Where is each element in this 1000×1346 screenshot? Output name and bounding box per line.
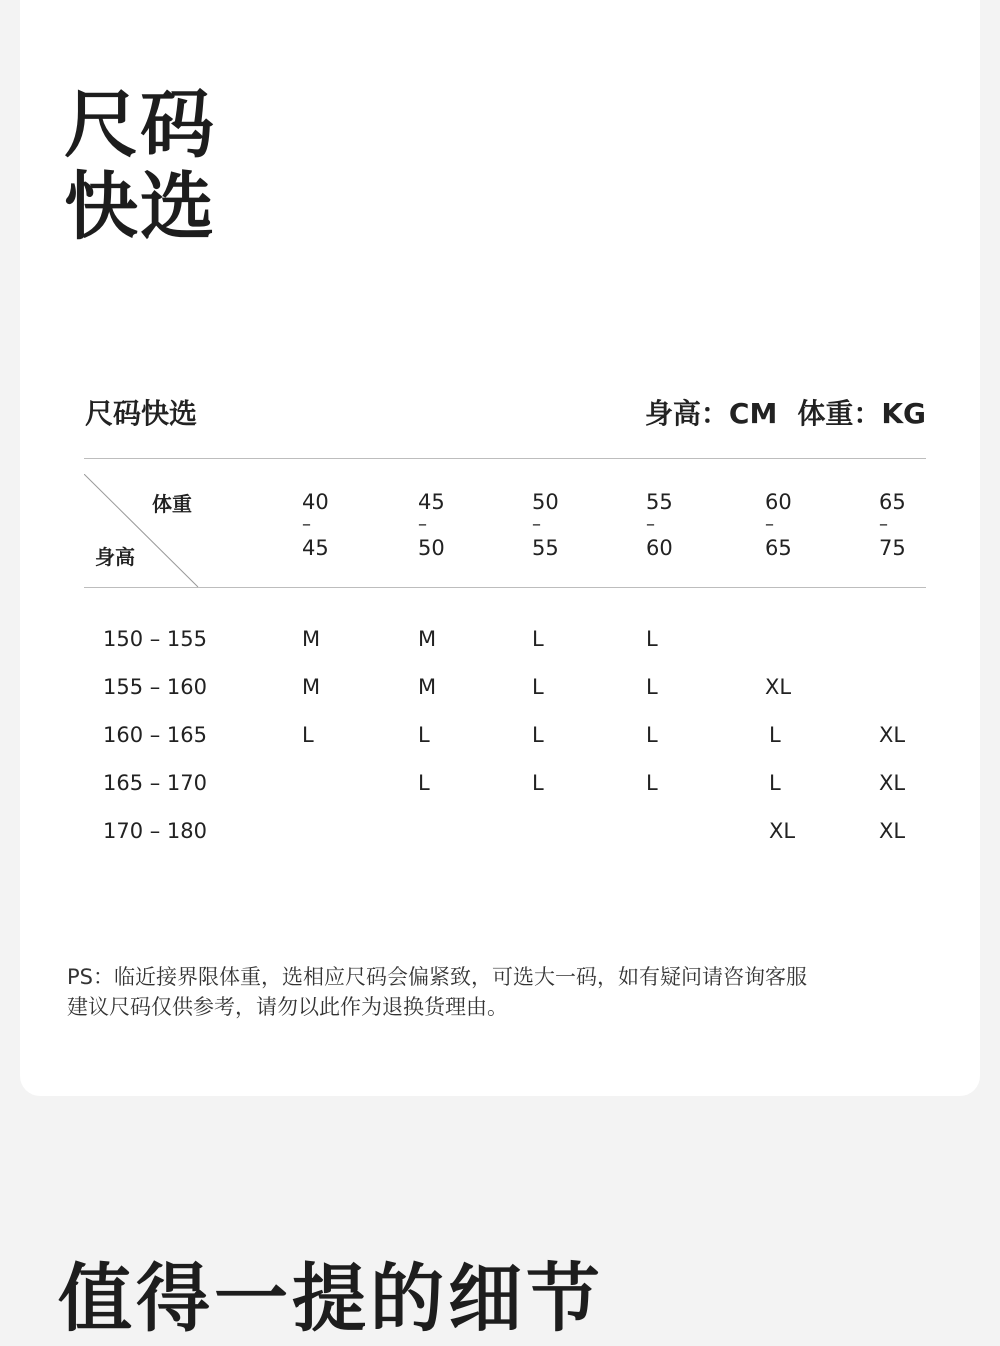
size-cell: L xyxy=(532,675,544,699)
size-cell: L xyxy=(646,723,658,747)
size-cell: XL xyxy=(879,771,906,795)
weight-from: 65 xyxy=(879,490,906,514)
weight-from: 60 xyxy=(765,490,792,514)
size-cell: L xyxy=(418,723,430,747)
hero-title-line2: 快选 xyxy=(64,164,216,250)
table-header-rule xyxy=(84,587,926,588)
weight-column-header xyxy=(532,490,572,560)
weight-range-dash: – xyxy=(532,514,541,535)
size-cell: L xyxy=(646,771,658,795)
weight-column-header xyxy=(646,490,686,560)
weight-to: 50 xyxy=(418,536,445,560)
size-note xyxy=(67,962,927,1022)
hero-title-line1: 尺码 xyxy=(64,82,216,168)
size-cell: L xyxy=(769,723,781,747)
table-top-rule xyxy=(84,458,926,459)
weight-range-dash: – xyxy=(418,514,427,535)
height-unit: 身高：CM xyxy=(644,397,778,430)
size-cell: M xyxy=(418,675,437,699)
height-range-label: 150 – 155 xyxy=(103,627,208,651)
size-cell: M xyxy=(302,675,321,699)
height-range-label: 170 – 180 xyxy=(103,819,208,843)
size-cell: L xyxy=(646,675,658,699)
note-line-1: PS：临近接界限体重，选相应尺码会偏紧致，可选大一码，如有疑问请咨询客服 xyxy=(67,965,807,989)
weight-unit: 体重：KG xyxy=(797,397,926,430)
weight-to: 75 xyxy=(879,536,906,560)
next-section-title: 值得一提的细节 xyxy=(58,1256,604,1342)
weight-to: 60 xyxy=(646,536,673,560)
weight-from: 45 xyxy=(418,490,445,514)
size-cell: M xyxy=(302,627,321,651)
note-line-2: 建议尺码仅供参考，请勿以此作为退换货理由。 xyxy=(67,995,508,1019)
weight-to: 55 xyxy=(532,536,559,560)
size-cell: L xyxy=(532,723,544,747)
weight-to: 65 xyxy=(765,536,792,560)
weight-range-dash: – xyxy=(879,514,888,535)
weight-to: 45 xyxy=(302,536,329,560)
size-cell: L xyxy=(532,627,544,651)
weight-range-dash: – xyxy=(302,514,311,535)
weight-range-dash: – xyxy=(765,514,774,535)
weight-column-header xyxy=(418,490,458,560)
size-cell: L xyxy=(418,771,430,795)
weight-from: 40 xyxy=(302,490,329,514)
size-cell: M xyxy=(418,627,437,651)
units-legend xyxy=(645,392,926,432)
table-title: 尺码快选 xyxy=(85,397,198,430)
size-cell: XL xyxy=(879,819,906,843)
weight-from: 55 xyxy=(646,490,673,514)
size-cell: L xyxy=(302,723,314,747)
hero-title xyxy=(64,84,216,248)
height-range-label: 165 – 170 xyxy=(103,771,208,795)
weight-column-header xyxy=(302,490,342,560)
size-cell: XL xyxy=(769,819,796,843)
height-range-label: 160 – 165 xyxy=(103,723,208,747)
size-cell: L xyxy=(646,627,658,651)
height-range-label: 155 – 160 xyxy=(103,675,208,699)
size-cell: L xyxy=(769,771,781,795)
size-cell: XL xyxy=(879,723,906,747)
size-cell: XL xyxy=(765,675,792,699)
corner-weight-label: 体重 xyxy=(152,492,192,516)
weight-range-dash: – xyxy=(646,514,655,535)
weight-from: 50 xyxy=(532,490,559,514)
size-cell: L xyxy=(532,771,544,795)
corner-height-label: 身高 xyxy=(95,545,135,569)
weight-column-header xyxy=(765,490,805,560)
weight-column-header xyxy=(879,490,919,560)
